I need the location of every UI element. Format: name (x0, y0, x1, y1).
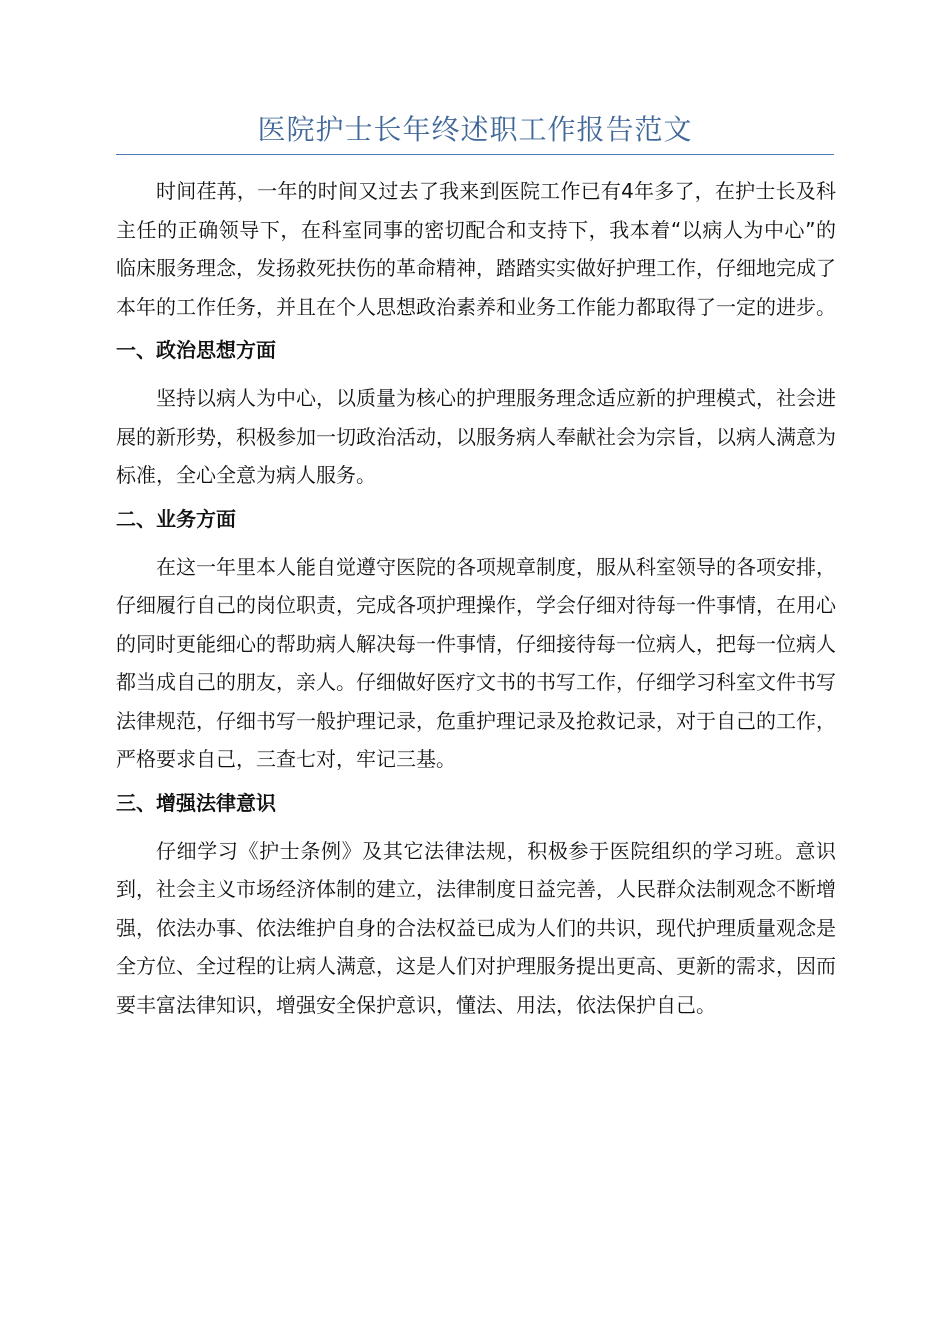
section-body-business: 在这一年里本人能自觉遵守医院的各项规章制度，服从科室领导的各项安排，仔细履行自己的岗位职责，完成各项护理操作，学会仔细对待每一件事情，在用心的同时更能细心的帮助病人解决每一件事情，仔细接待每一位病人，把每一位病人都当成自己的朋友，亲人。仔细做好医疗文书的书写工作，仔细学习科室文件书写法律规范，仔细书写一般护理记录，危重护理记录及抢救记录，对于自己的工作，严格要求自己，三查七对，牢记三基。 (116, 554, 836, 771)
title-underline (116, 154, 834, 155)
intro-paragraph: 时间荏苒，一年的时间又过去了我来到医院工作已有4年多了，在护士长及科主任的正确领导下，在科室同事的密切配合和支持下，我本着“以病人为中心”的临床服务理念，发扬救死扶伤的革命精神，踏踏实实做好护理工作，仔细地完成了本年的工作任务，并且在个人思想政治素养和业务工作能力都取得了一定的进步。 (116, 179, 836, 319)
document-body (116, 172, 836, 1030)
section-heading-politics: 一、政治思想方面 (116, 338, 276, 362)
section-heading-business: 二、业务方面 (116, 506, 236, 531)
section-body-politics: 坚持以病人为中心，以质量为核心的护理服务理念适应新的护理模式，社会进展的新形势，积极参加一切政治活动，以服务病人奉献社会为宗旨，以病人满意为标准，全心全意为病人服务。 (116, 386, 836, 487)
section-heading-law: 三、增强法律意识 (116, 790, 276, 815)
section-body-law: 仔细学习《护士条例》及其它法律法规，积极参于医院组织的学习班。意识到，社会主义市场经济体制的建立，法律制度日益完善，人民群众法制观念不断增强，依法办事、依法维护自身的合法权益已成为人们的共识，现代护理质量观念是全方位、全过程的让病人满意，这是人们对护理服务提出更高、更新的需求，因而要丰富法律知识，增强安全保护意识，懂法、用法，依法保护自己。 (116, 838, 836, 1017)
document-title: 医院护士长年终述职工作报告范文 (257, 113, 693, 146)
